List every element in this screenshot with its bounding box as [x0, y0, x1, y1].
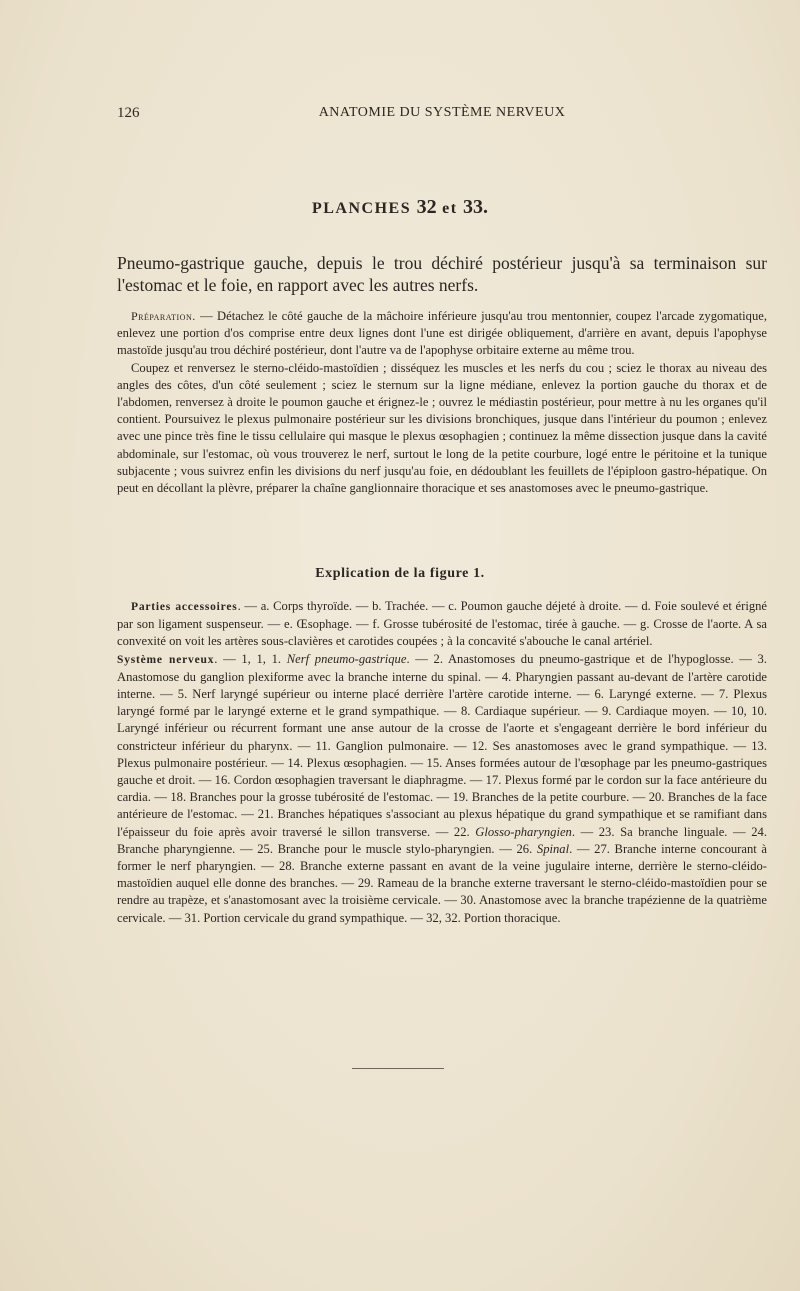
plate-subtitle: Pneumo-gastrique gauche, depuis le trou déchiré postérieur jusqu'à sa terminaison sur l'estomac et le foie, en rapport avec les autres nerfs. [117, 253, 767, 295]
accessoires-paragraph [117, 598, 767, 651]
plate-number-2: 33. [463, 196, 489, 218]
explanation-figure-number: 1. [473, 566, 485, 581]
explanation-title [0, 566, 800, 582]
legend-section [117, 598, 767, 927]
nerveux-text-3: . — 23. Sa branche linguale. — 24. Branche pharyngienne. — 25. Branche pour le muscle stylo-pharyngien. — 26. [117, 824, 767, 856]
explanation-title-text: Explication de la figure [315, 566, 469, 581]
nerveux-label: Système nerveux [117, 653, 215, 666]
running-title: ANATOMIE DU SYSTÈME NERVEUX [318, 105, 566, 120]
plate-number-1: 32 [416, 196, 437, 218]
nerveux-text-4: . — 27. Branche interne concourant à former le nerf pharyngien. — 28. Branche externe passant en avant de la veine jugulaire interne, derrière le sterno-cléido-mastoïdien auquel elle donne des branches. — 29. Rameau de la branche externe traversant le sterno-cléido-mastoïdien pour se rendre au trapèze, et s'anastomosant avec la troisième cervicale. — 30. Anastomose avec la branche trapézienne de la quatrième cervicale. — 31. Portion cervicale du grand sympathique. — 32, 32. Portion thoracique. [117, 841, 767, 925]
preparation-paragraph-2: Coupez et renversez le sterno-cléido-mastoïdien ; disséquez les muscles et les nerfs du cou ; sciez le thorax au niveau des angles des côtes, d'un côté seulement ; sciez le sternum sur la ligne médiane, enlevez la portion gauche du thorax et de l'abdomen, renversez à droite le poumon gauche et érignez-le ; ouvrez le médiastin postérieur, pour mettre à nu les organes qu'il contient. Poursuivez le plexus pulmonaire postérieur sur les divisions bronchiques, jusque dans l'intérieur du poumon ; enlevez avec une pince très fine le tissu cellulaire qui masque le plexus œsophagien ; continuez la même dissection jusque dans la cavité abdominale, sur l'estomac, où vous trouverez le nerf, surtout le long de la petite courbure, logé entre le péritoine et la tunique subjacente ; vous suivrez enfin les divisions du nerf jusqu'au foie, en dédoublant les feuillets de l'épiploon gastro-hépatique. On peut en décollant la plèvre, préparer la chaîne ganglionnaire thoracique et ses anastomoses avec le pneumo-gastrique. [117, 360, 767, 496]
preparation-text-1: — Détachez le côté gauche de la mâchoire inférieure jusqu'au trou mentonnier, coupez l'arcade zygomatique, enlevez une portion d'os comprise entre deux lignes dont l'une est dirigée obliquement, d'arrière en avant, depuis l'apophyse mastoïde jusqu'au trou déchiré postérieur, dont l'autre va de l'apophyse orbitaire externe au même trou. [117, 309, 767, 358]
page-number: 126 [117, 105, 140, 121]
plate-conjunction: et [442, 200, 458, 217]
accessoires-text: . — a. Corps thyroïde. — b. Trachée. — c. Poumon gauche déjeté à droite. — d. Foie soulevé et érigné par son ligament suspenseur. — e. Œsophage. — f. Grosse tubérosité de l'estomac, tirée à gauche. — g. Crosse de l'aorte. A sa convexité on voit les artères sous-clavières et carotides coupées ; à la concavité s'abouche le canal artériel. [117, 599, 768, 649]
running-head [117, 105, 767, 129]
nerveux-italic-1: Nerf pneumo-gastrique [286, 651, 407, 666]
plate-title-prefix: PLANCHES [311, 200, 412, 217]
nerveux-paragraph [117, 651, 767, 927]
nerveux-italic-3: Spinal [536, 841, 570, 856]
closing-rule [352, 1068, 444, 1069]
nerveux-italic-2: Glosso-pharyngien [475, 824, 572, 839]
nerveux-text-1: . — 1, 1, 1. [214, 651, 287, 666]
preparation-label: Préparation. [131, 309, 196, 323]
preparation-section [117, 308, 767, 497]
nerveux-text-2: . — 2. Anastomoses du pneumo-gastrique et de l'hypoglosse. — 3. Anastomose du ganglion plexiforme avec la branche interne du spinal. — 4. Pharyngien passant au-devant de l'artère carotide interne. — 5. Nerf laryngé supérieur ou interne placé derrière l'artère carotide interne. — 6. Laryngé externe. — 7. Plexus laryngé formé par le laryngé externe et le grand sympathique. — 8. Cardiaque supérieur. — 9. Cardiaque moyen. — 10, 10. Laryngé inférieur ou récurrent formant une anse autour de la crosse de l'aorte et s'engageant derrière le bord inférieur du constricteur inférieur du pharynx. — 11. Ganglion pulmonaire. — 12. Ses anastomoses avec le grand sympathique. — 13. Plexus pulmonaire postérieur. — 14. Plexus œsophagien. — 15. Anses formées autour de l'œsophage par les pneumo-gastriques gauche et droit. — 16. Cordon œsophagien traversant le diaphragme. — 17. Plexus formé par le cordon sur la face antérieure du cardia. — 18. Branches pour la grosse tubérosité de l'estomac. — 19. Branches de la petite courbure. — 20. Branches de la face antérieure de l'estomac. — 21. Branches hépatiques s'associant au plexus hépatique du grand sympathique et se ramifiant dans l'épaisseur du foie après avoir traversé le sillon transverse. — 22. [117, 651, 767, 839]
preparation-paragraph-1 [117, 308, 767, 360]
plate-title [0, 196, 800, 219]
accessoires-label: Parties accessoires [131, 601, 238, 613]
